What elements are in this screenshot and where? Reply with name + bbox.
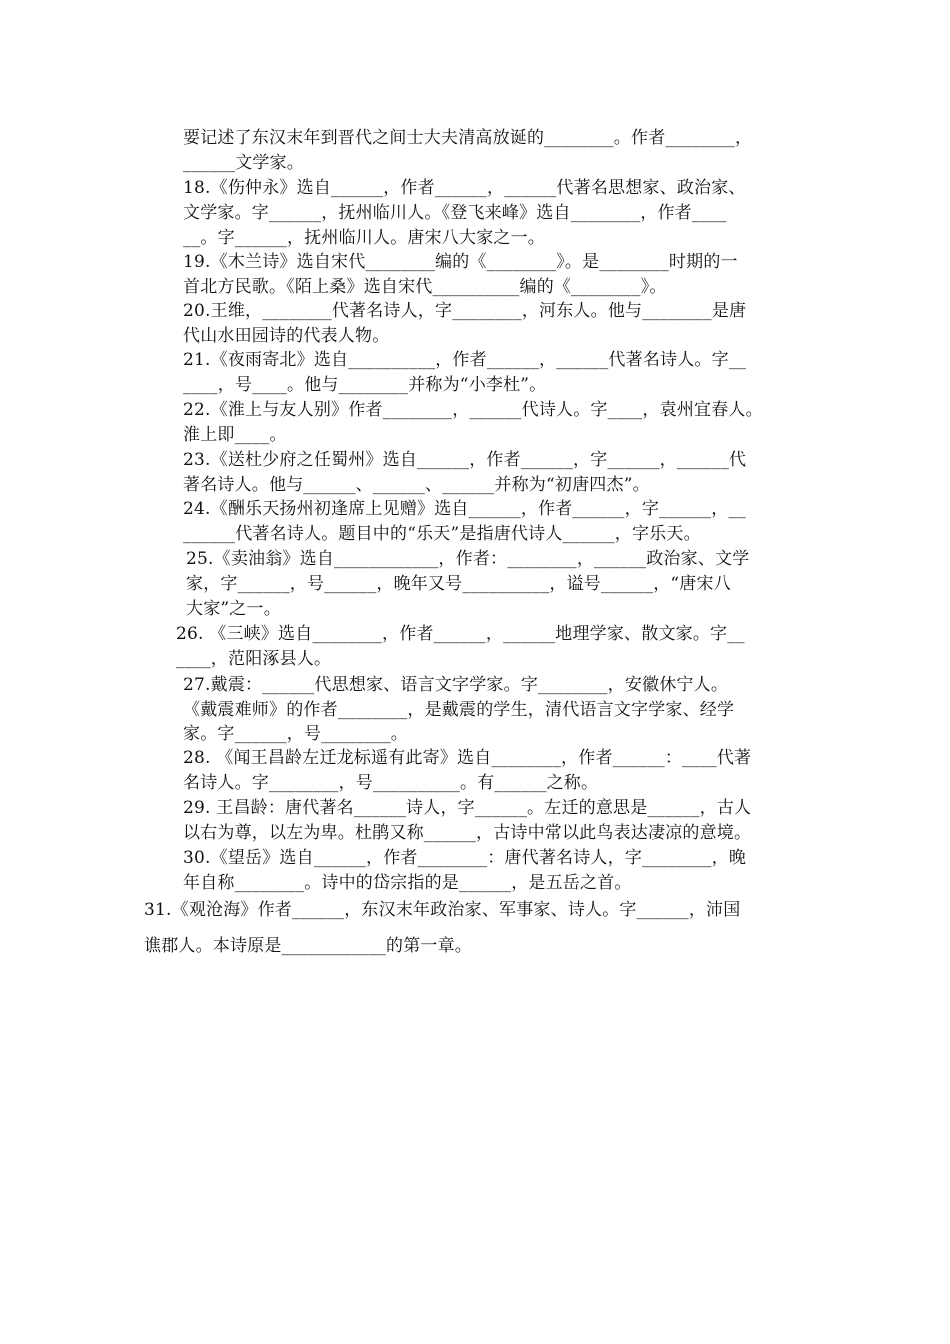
text-line: 20.王维，________代著名诗人，字________，河东人。他与________是唐 <box>183 301 747 321</box>
text-line: 24.《酬乐天扬州初逢席上见赠》选自______，作者______，字______，__ <box>183 499 746 519</box>
text-line: 家，字______，号______，晚年又号__________，谥号______，“唐宋八 <box>186 574 731 594</box>
text-line: 18.《伤仲永》选自______，作者______，______代著名思想家、政治家、 <box>183 178 746 198</box>
text-line: 以右为尊，以左为卑。杜鹃又称______，古诗中常以此鸟表达凄凉的意境。 <box>183 823 752 843</box>
text-line: ______文学家。 <box>183 153 304 173</box>
text-line: 30.《望岳》选自______，作者________：唐代著名诗人，字________，晚 <box>183 848 747 868</box>
text-line: 名诗人。字________，号__________。有______之称。 <box>183 773 599 793</box>
text-line: 31.《观沧海》作者______，东汉末年政治家、军事家、诗人。字______，沛国 <box>144 900 741 920</box>
text-line: 29. 王昌龄：唐代著名______诗人，字______。左迁的意思是______，古人 <box>183 798 752 818</box>
text-line: 家。字______，号________。 <box>183 724 408 744</box>
text-line: 年自称________。诗中的岱宗指的是______，是五岳之首。 <box>183 873 632 893</box>
text-line: 谯郡人。本诗原是____________的第一章。 <box>144 936 472 956</box>
text-line: 22.《淮上与友人别》作者________，______代诗人。字____，袁州宜春人。 <box>183 400 763 420</box>
text-line: 要记述了东汉末年到晋代之间士大夫清高放诞的________。作者________， <box>183 128 753 148</box>
text-line: 文学家。字______，抚州临川人。《登飞来峰》选自________，作者____ <box>183 203 727 223</box>
text-line: ____，范阳涿县人。 <box>176 649 332 669</box>
text-line: 27.戴震：______代思想家、语言文字学家。字________，安徽休宁人。 <box>183 675 729 695</box>
text-line: 代山水田园诗的代表人物。 <box>183 326 390 346</box>
text-line: 28. 《闻王昌龄左迁龙标遥有此寄》选自________，作者______：____代著 <box>183 748 752 768</box>
text-line: 23.《送杜少府之任蜀州》选自______，作者______，字______，______代 <box>183 450 747 470</box>
text-line: 21.《夜雨寄北》选自__________，作者______，______代著名诗人。字__ <box>183 350 747 370</box>
text-line: ____，号____。他与________并称为“小李杜”。 <box>183 375 547 395</box>
text-line: ______代著名诗人。题目中的“乐天”是指唐代诗人______，字乐天。 <box>183 524 701 544</box>
text-line: 淮上即____。 <box>183 425 287 445</box>
text-line: 25.《卖油翁》选自____________，作者：________，______政治家、文学 <box>186 549 750 569</box>
text-line: 大家”之一。 <box>186 599 281 619</box>
text-line: 26. 《三峡》选自________，作者______，______地理学家、散文家。字__ <box>176 624 745 644</box>
text-line: 首北方民歌。《陌上桑》选自宋代__________编的《________》。 <box>183 277 667 297</box>
text-line: 《戴震难师》的作者________，是戴震的学生，清代语言文字学家、经学 <box>183 700 735 720</box>
text-line: __。字______，抚州临川人。唐宋八大家之一。 <box>183 228 545 248</box>
text-line: 19.《木兰诗》选自宋代________编的《________》。是________时期的一 <box>183 252 738 272</box>
text-line: 著名诗人。他与______、______、______并称为“初唐四杰”。 <box>183 475 650 495</box>
